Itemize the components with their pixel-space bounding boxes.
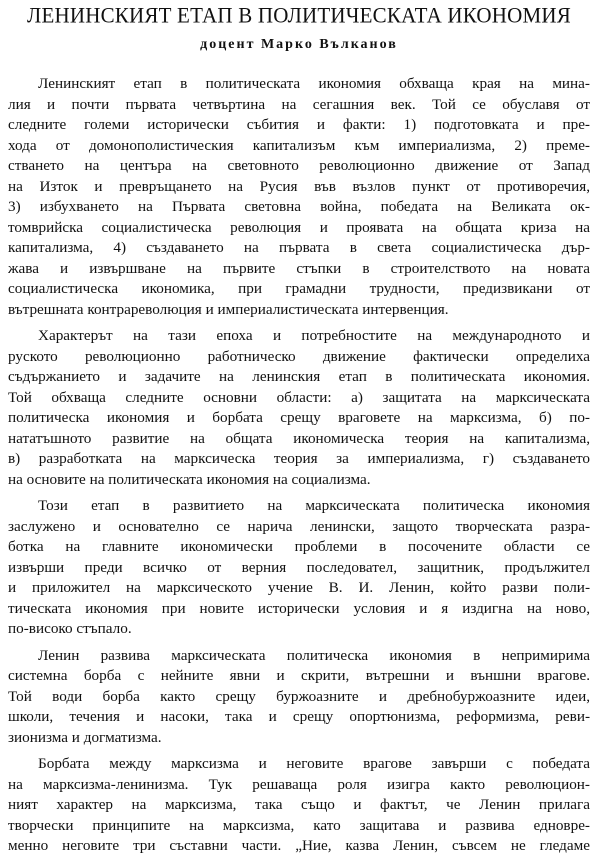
text-line: на основите на политическата икономия на социализма. xyxy=(8,470,371,488)
text-line: 3) избухването на Първата световна война, победата на Великата ок- xyxy=(8,198,590,215)
text-line: жава и извършване на първите стъпки в строителството на новата xyxy=(8,259,590,277)
text-line: лия и почти първата четвъртина на сегашния век. Той се обуславя от xyxy=(8,95,590,113)
text-line: извърши преди всичко от верния последовател, защитник, продължител xyxy=(8,558,590,576)
text-line: следните големи исторически събития и факти: 1) подготовката и пре- xyxy=(8,116,590,133)
text-line: на марксизма-ленинизма. Тук решаваща роля изигра както революцион- xyxy=(8,775,590,793)
text-line: тическата икономия при новите исторически условия и я издигна на ново, xyxy=(8,599,590,617)
text-line: Ленинският етап в политическата икономия обхваща края на мина- xyxy=(38,75,590,92)
text-line: по-високо стъпало. xyxy=(8,620,132,637)
text-line: политическа икономия и борбата срещу враговете на марксизма, б) по- xyxy=(8,409,590,426)
text-line: заслужено и основателно се нарича ленински, защото творческата разра- xyxy=(8,517,590,535)
text-line: Той обхваща следните основни области: а) защитата на марксическата xyxy=(8,388,590,406)
paragraph xyxy=(8,646,590,749)
document-body xyxy=(8,74,590,857)
text-line: съдържанието и задачите на ленинския етап в политическата икономия. xyxy=(8,368,590,385)
document-title: ЛЕНИНСКИЯТ ЕТАП В ПОЛИТИЧЕСКАТА ИКОНОМИЯ xyxy=(27,2,571,28)
text-line: ният характер на марксизма, така също и фактът, че Ленин прилага xyxy=(8,796,590,813)
text-line: Характерът на тази епоха и потребностите на международното и xyxy=(38,327,590,344)
text-line: на Изток и превръщането на Русия във възлов пункт от противоречия, xyxy=(8,177,590,195)
text-line: зионизма и догматизма. xyxy=(8,728,162,746)
text-line: Той води борба както срещу буржоазните и дребнобуржоазните идеи, xyxy=(8,687,590,705)
text-line: нататъшното развитие на общата икономическа теория на капитализма, xyxy=(8,429,590,447)
text-line: менно неговите три съставни части. „Ние, казва Ленин, съвсем не гледаме xyxy=(8,837,590,854)
text-line: капитализма, 4) създаването на първата в света социалистическа дър- xyxy=(8,239,590,256)
text-line: и приложител на марксическото учение В. И. Ленин, който разви поли- xyxy=(8,579,590,596)
text-line: школи, течения и насоки, така и срещу опортюнизма, реформизма, реви- xyxy=(8,708,590,725)
text-line: Борбата между марксизма и неговите врагове завърши с победата xyxy=(38,755,590,772)
text-line: ботка на главните икономически проблеми в посочените области се xyxy=(8,538,590,555)
paragraph xyxy=(8,326,590,490)
text-line: руското революционно работническо движение фактически определиха xyxy=(8,347,590,365)
text-line: Ленин развива марксическата политическа икономия в непримирима xyxy=(38,646,590,664)
text-line: в) разработката на марксическа теория за империализма, г) създаването xyxy=(8,450,590,467)
text-line: вътрешната контрареволюция и империалистическата интервенция. xyxy=(8,300,449,318)
text-line: хода от домонополистическия капитализъм към империализма, 2) преме- xyxy=(8,136,590,154)
paragraph xyxy=(8,496,590,640)
text-line: томврийска социалистическа революция и проявата на общата криза на xyxy=(8,218,590,236)
document-author: доцент Марко Вълканов xyxy=(200,37,398,52)
paragraph xyxy=(8,74,590,320)
text-line: стването на центъра на световното революционно движение от Запад xyxy=(8,157,590,174)
text-line: системна борба с нейните явни и скрити, вътрешни и външни врагове. xyxy=(8,667,590,684)
text-line: социалистическа икономика, при грамадни трудности, предизвикани от xyxy=(8,280,590,297)
paragraph xyxy=(8,754,590,857)
text-line: Този етап в развитието на марксическата политическа икономия xyxy=(38,497,590,514)
text-line: творчески принципите на марксизма, като защитава и развива едновре- xyxy=(8,816,590,834)
